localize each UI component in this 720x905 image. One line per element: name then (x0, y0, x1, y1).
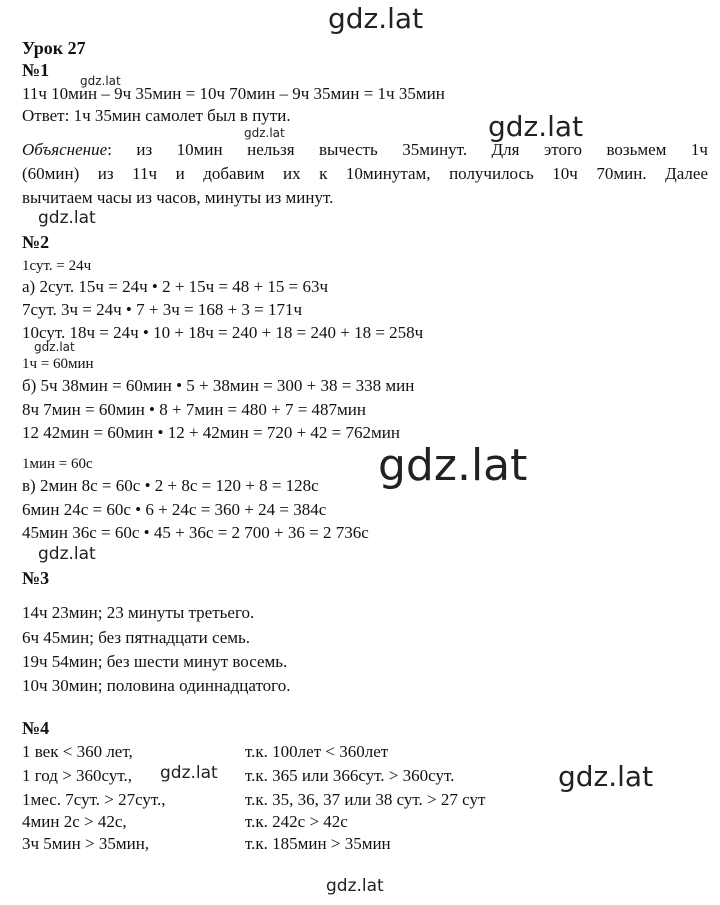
comparison-left: 1мес. 7сут. > 27сут., (22, 790, 166, 809)
explanation-text: : из 10мин нельзя вычесть 35минут. Для этого возьмем 1ч (107, 140, 708, 159)
comparison-left: 3ч 5мин > 35мин, (22, 834, 150, 853)
comparison-reason: т.к. 35, 36, 37 или 38 сут. > 27 сут (245, 790, 486, 809)
comparison-reason: т.к. 185мин > 35мин (245, 834, 391, 853)
comparison-reason: т.к. 242с > 42с (245, 812, 348, 831)
calc-line: 12 42мин = 60мин • 12 + 42мин = 720 + 42 = 762мин (22, 423, 400, 442)
task3-line: 14ч 23мин; 23 минуты третьего. (22, 603, 255, 622)
watermark-inline: gdz.lat (160, 763, 218, 783)
task1-explanation-line: (60мин) из 11ч и добавим их к 10минутам, получилось 10ч 70мин. Далее (22, 164, 708, 183)
comparison-left: 1 век < 360 лет, (22, 742, 133, 761)
watermark-left: gdz.lat (38, 544, 96, 564)
definition-line: 1ч = 60мин (22, 356, 94, 372)
calc-line: 45мин 36с = 60с • 45 + 36с = 2 700 + 36 = 2 736с (22, 523, 369, 542)
watermark-top: gdz.lat (328, 2, 424, 35)
task-number: №1 (22, 60, 50, 80)
comparison-reason: т.к. 100лет < 360лет (245, 742, 389, 761)
task-number: №3 (22, 568, 50, 588)
watermark-right: gdz.lat (488, 110, 584, 143)
watermark-small: gdz.lat (80, 74, 121, 88)
comparison-reason: т.к. 365 или 366сут. > 360сут. (245, 766, 455, 785)
calc-line: а) 2сут. 15ч = 24ч • 2 + 15ч = 48 + 15 = 63ч (22, 277, 329, 296)
calc-line: б) 5ч 38мин = 60мин • 5 + 38мин = 300 + 38 = 338 мин (22, 376, 415, 395)
watermark-center: gdz.lat (378, 440, 528, 491)
task-number: №4 (22, 718, 50, 738)
comparison-left: 4мин 2с > 42с, (22, 812, 127, 831)
task1-equation: 11ч 10мин – 9ч 35мин = 10ч 70мин – 9ч 35мин = 1ч 35мин (22, 84, 445, 103)
task3-line: 19ч 54мин; без шести минут восемь. (22, 652, 288, 671)
calc-line: в) 2мин 8с = 60с • 2 + 8с = 120 + 8 = 128с (22, 476, 319, 495)
watermark-bottom: gdz.lat (326, 876, 384, 896)
calc-line: 10сут. 18ч = 24ч • 10 + 18ч = 240 + 18 = 240 + 18 = 258ч (22, 323, 424, 342)
task3-line: 10ч 30мин; половина одиннадцатого. (22, 676, 291, 695)
explanation-label: Объяснение (22, 140, 108, 159)
definition-line: 1сут. = 24ч (22, 258, 92, 274)
task1-explanation-line: вычитаем часы из часов, минуты из минут. (22, 188, 334, 207)
calc-line: 8ч 7мин = 60мин • 8 + 7мин = 480 + 7 = 487мин (22, 400, 367, 419)
task1-explanation-line (22, 140, 708, 160)
watermark-small: gdz.lat (34, 340, 75, 354)
definition-line: 1мин = 60с (22, 456, 93, 472)
watermark-left: gdz.lat (38, 208, 96, 228)
lesson-title: Урок 27 (22, 38, 86, 58)
calc-line: 6мин 24с = 60с • 6 + 24с = 360 + 24 = 384с (22, 500, 327, 519)
task3-line: 6ч 45мин; без пятнадцати семь. (22, 628, 251, 647)
comparison-left: 1 год > 360сут., (22, 766, 133, 785)
task1-answer: Ответ: 1ч 35мин самолет был в пути. (22, 106, 291, 125)
watermark-small: gdz.lat (244, 126, 285, 140)
calc-line: 7сут. 3ч = 24ч • 7 + 3ч = 168 + 3 = 171ч (22, 300, 303, 319)
watermark-right: gdz.lat (558, 760, 654, 793)
task-number: №2 (22, 232, 50, 252)
